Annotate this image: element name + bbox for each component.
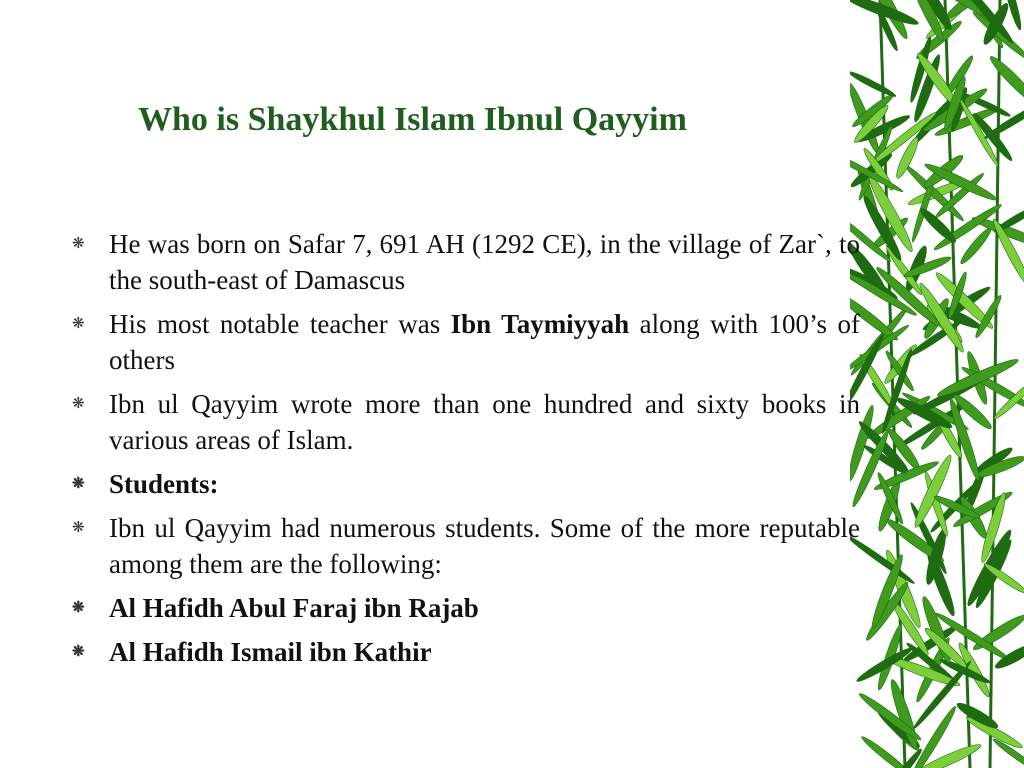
bullet-star-icon: ❋ — [72, 396, 85, 412]
bullet-text: Ibn ul Qayyim had numerous students. Some of the more reputable among them are the following: — [109, 513, 860, 579]
bullet-text: Al Hafidh Ismail ibn Kathir — [109, 637, 432, 667]
bullet-text: Ibn ul Qayyim wrote more than one hundred and sixty books in various areas of Islam. — [109, 389, 860, 455]
bullet-item-student-ibn-rajab — [70, 590, 860, 626]
bullet-star-icon: ❋ — [72, 236, 85, 252]
bullet-item-student-ibn-kathir — [70, 634, 860, 670]
slide-title: Who is Shaykhul Islam Ibnul Qayyim — [138, 101, 687, 138]
bamboo-leaves-decoration — [850, 0, 1024, 768]
bullet-item-students — [70, 510, 860, 582]
bullet-text — [109, 309, 860, 375]
bullet-item-birth — [70, 226, 860, 298]
bullet-star-icon: ❋ — [72, 644, 85, 660]
bullet-star-icon: ❋ — [72, 316, 85, 332]
bullet-item-books — [70, 386, 860, 458]
bullet-text: Students: — [109, 469, 219, 499]
bullet-text: He was born on Safar 7, 691 AH (1292 CE), in the village of Zar`, to the south-east of Damascus — [109, 229, 860, 295]
bullet-star-icon: ❋ — [72, 600, 85, 616]
bullet-text-after: along with 100’s of others — [109, 309, 860, 375]
bullet-list — [70, 226, 860, 678]
bullet-item-students-heading — [70, 466, 860, 502]
bullet-item-teacher — [70, 306, 860, 378]
bullet-text-before: His most notable teacher was — [109, 309, 451, 339]
teacher-name: Ibn Taymiyyah — [450, 309, 630, 339]
bullet-text: Al Hafidh Abul Faraj ibn Rajab — [109, 593, 479, 623]
bullet-star-icon: ❋ — [72, 476, 85, 492]
bullet-star-icon: ❋ — [72, 520, 85, 536]
